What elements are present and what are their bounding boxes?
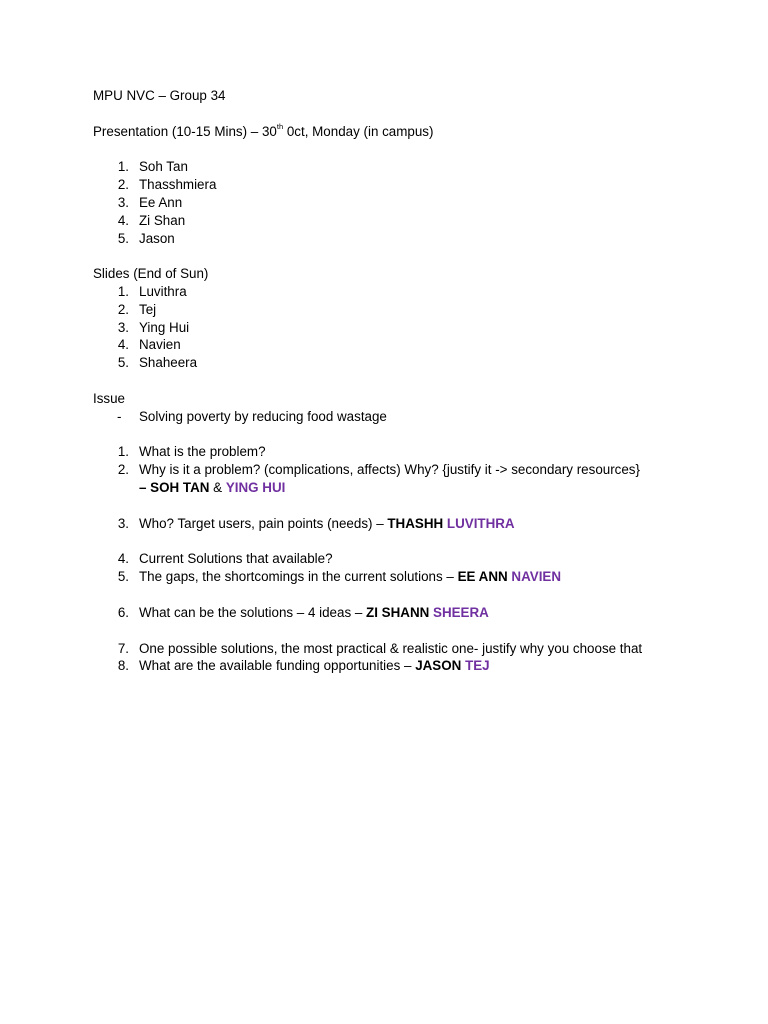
list-item: 5. Jason xyxy=(117,230,175,246)
presentation-prefix: Presentation (10-15 Mins) – 30 xyxy=(93,123,277,139)
date-superscript: th xyxy=(276,122,284,132)
assignee-slides: NAVIEN xyxy=(511,569,562,585)
assignee-presenter: EE ANN xyxy=(457,569,508,585)
document-page xyxy=(93,87,713,675)
assignee-slides: LUVITHRA xyxy=(446,515,515,531)
question-item: 6. What can be the solutions – 4 ideas – ZI SHANN SHEERA xyxy=(117,604,489,620)
list-item: 1. Soh Tan xyxy=(117,159,188,175)
presentation-line xyxy=(93,123,713,141)
question-item: 8. What are the available funding opportunities – JASON TEJ xyxy=(117,658,490,674)
assignee-presenter: THASHH xyxy=(387,515,444,531)
assignee-slides: TEJ xyxy=(465,658,490,674)
list-item: 2. Tej xyxy=(117,301,157,317)
presenters-list xyxy=(93,158,713,247)
assignee-slides: SHEERA xyxy=(433,604,489,620)
issue-heading: Issue xyxy=(93,390,126,406)
list-item: 3. Ee Ann xyxy=(117,194,183,210)
assignee-slides: YING HUI xyxy=(225,480,286,495)
assignee-presenter: ZI SHANN xyxy=(366,604,430,620)
list-item: 5. Shaheera xyxy=(117,355,198,371)
question-item: 5. The gaps, the shortcomings in the current solutions – EE ANN NAVIEN xyxy=(117,569,562,585)
question-item: 7. One possible solutions, the most practical & realistic one- justify why you choose that xyxy=(117,640,643,656)
question-item: 4. Current Solutions that available? xyxy=(117,551,333,567)
assignee-presenter: JASON xyxy=(415,658,462,674)
presentation-suffix: 0ct, Monday (in campus) xyxy=(283,123,434,139)
question-item: 2. Why is it a problem? (complications, affects) Why? {justify it -> secondary resources} xyxy=(117,462,640,478)
question-item: 3. Who? Target users, pain points (needs) – THASHH LUVITHRA xyxy=(117,515,515,531)
issue-item: - Solving poverty by reducing food wastage xyxy=(117,408,387,424)
list-item: 3. Ying Hui xyxy=(117,319,190,335)
assignee-presenter: SOH TAN xyxy=(150,480,210,495)
slides-heading: Slides (End of Sun) xyxy=(93,266,209,282)
slides-list xyxy=(93,283,713,372)
document-title: MPU NVC – Group 34 xyxy=(93,88,226,103)
list-item: 4. Zi Shan xyxy=(117,212,186,228)
list-item: 2. Thasshmiera xyxy=(117,177,217,193)
questions-list xyxy=(93,443,713,675)
list-item: 4. Navien xyxy=(117,337,181,353)
list-item: 1. Luvithra xyxy=(117,284,187,300)
question-assignees: – SOH TAN & YING HUI xyxy=(139,480,286,495)
question-item: 1. What is the problem? xyxy=(117,444,266,460)
